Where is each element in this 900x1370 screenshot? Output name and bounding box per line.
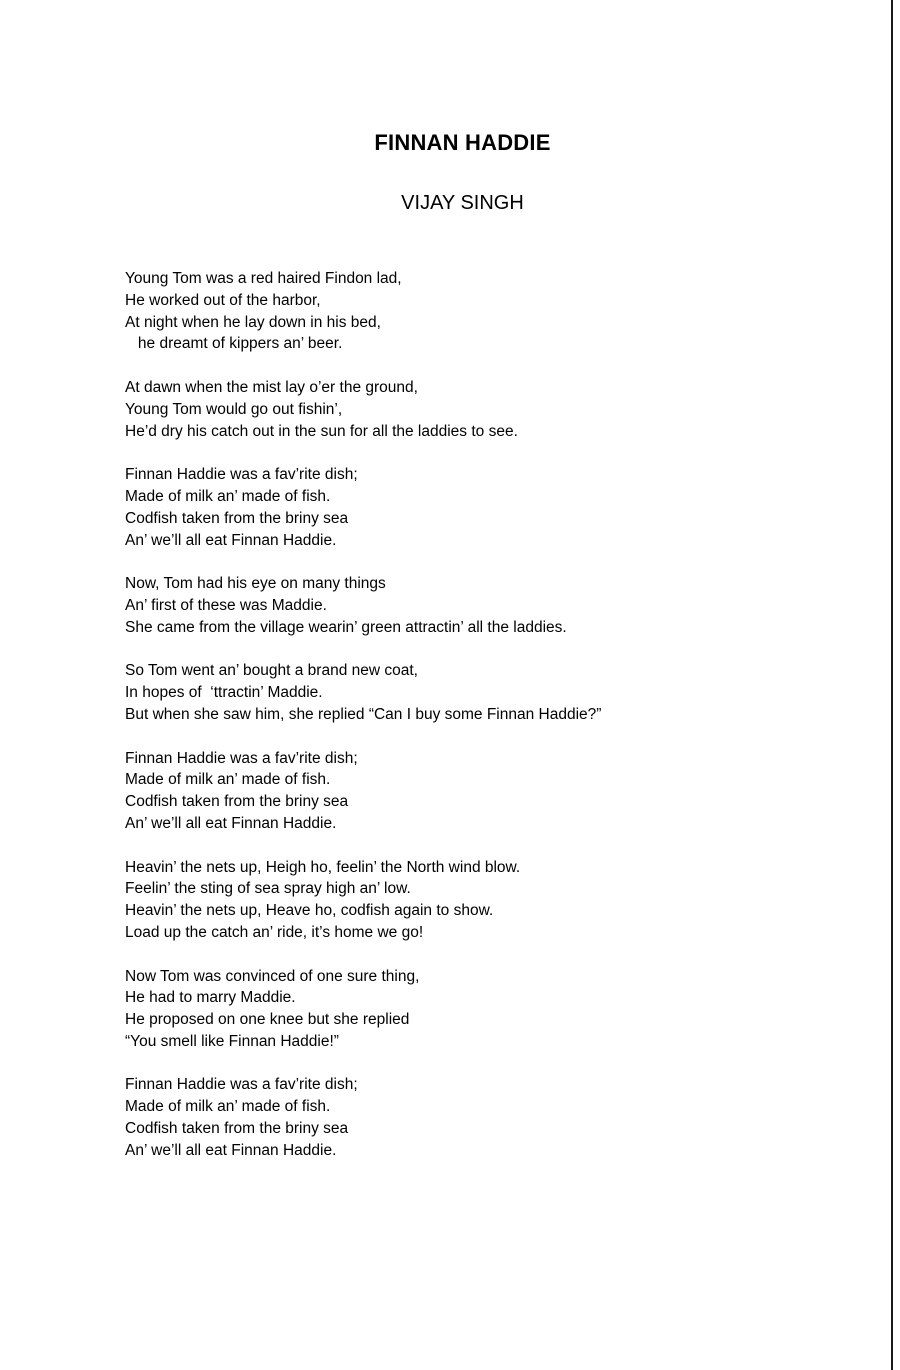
lyric-line: “You smell like Finnan Haddie!”	[125, 1032, 339, 1050]
lyric-line: Made of milk an’ made of fish.	[125, 487, 331, 505]
stanza-3	[125, 573, 845, 638]
lyric-line: An’ we’ll all eat Finnan Haddie.	[125, 1141, 337, 1159]
stanza-4	[125, 660, 845, 725]
lyric-line: At dawn when the mist lay o’er the ground,	[125, 378, 418, 396]
lyric-line: Young Tom would go out fishin’,	[125, 400, 343, 418]
lyric-line: Heavin’ the nets up, Heigh ho, feelin’ the North wind blow.	[125, 858, 521, 876]
stanza-1	[125, 268, 845, 355]
song-author: VIJAY SINGH	[401, 192, 524, 214]
lyric-line: Codfish taken from the briny sea	[125, 509, 349, 527]
lyric-line: Now Tom was convinced of one sure thing,	[125, 967, 420, 985]
lyric-line: Made of milk an’ made of fish.	[125, 1098, 331, 1116]
lyric-line: At night when he lay down in his bed,	[125, 313, 381, 331]
lyric-line: He proposed on one knee but she replied	[125, 1011, 410, 1029]
stanza-5	[125, 966, 845, 1053]
lyric-line: An’ we’ll all eat Finnan Haddie.	[125, 531, 337, 549]
lyrics-body	[125, 268, 845, 1183]
lyric-line: Finnan Haddie was a fav’rite dish;	[125, 1076, 358, 1094]
lyric-line: Feelin’ the sting of sea spray high an’ low.	[125, 880, 411, 898]
lyric-line: Load up the catch an’ ride, it’s home we go!	[125, 923, 424, 941]
song-title: FINNAN HADDIE	[374, 130, 551, 155]
lyric-line: He’d dry his catch out in the sun for all the laddies to see.	[125, 422, 518, 440]
lyric-line: An’ we’ll all eat Finnan Haddie.	[125, 814, 337, 832]
chorus-1	[125, 464, 845, 551]
lyric-line: Made of milk an’ made of fish.	[125, 771, 331, 789]
lyric-line: An’ first of these was Maddie.	[125, 596, 327, 614]
lyric-line: Heavin’ the nets up, Heave ho, codfish again to show.	[125, 902, 494, 920]
lyric-line: Finnan Haddie was a fav’rite dish;	[125, 749, 358, 767]
lyric-line: She came from the village wearin’ green attractin’ all the laddies.	[125, 618, 567, 636]
lyric-line: Codfish taken from the briny sea	[125, 1120, 349, 1138]
chorus-2	[125, 748, 845, 835]
lyric-line: He had to marry Maddie.	[125, 989, 296, 1007]
lyric-line: He worked out of the harbor,	[125, 291, 321, 309]
stanza-2	[125, 377, 845, 442]
bridge	[125, 857, 845, 944]
lyric-line: So Tom went an’ bought a brand new coat,	[125, 662, 418, 680]
lyric-line: But when she saw him, she replied “Can I buy some Finnan Haddie?”	[125, 705, 602, 723]
lyric-line: Codfish taken from the briny sea	[125, 793, 349, 811]
lyric-line: Now, Tom had his eye on many things	[125, 575, 386, 593]
lyric-line: Young Tom was a red haired Findon lad,	[125, 270, 402, 287]
lyric-line: he dreamt of kippers an’ beer.	[125, 335, 343, 353]
lyric-line: In hopes of ‘ttractin’ Maddie.	[125, 684, 323, 702]
lyric-line: Finnan Haddie was a fav’rite dish;	[125, 466, 358, 484]
chorus-3	[125, 1074, 845, 1161]
